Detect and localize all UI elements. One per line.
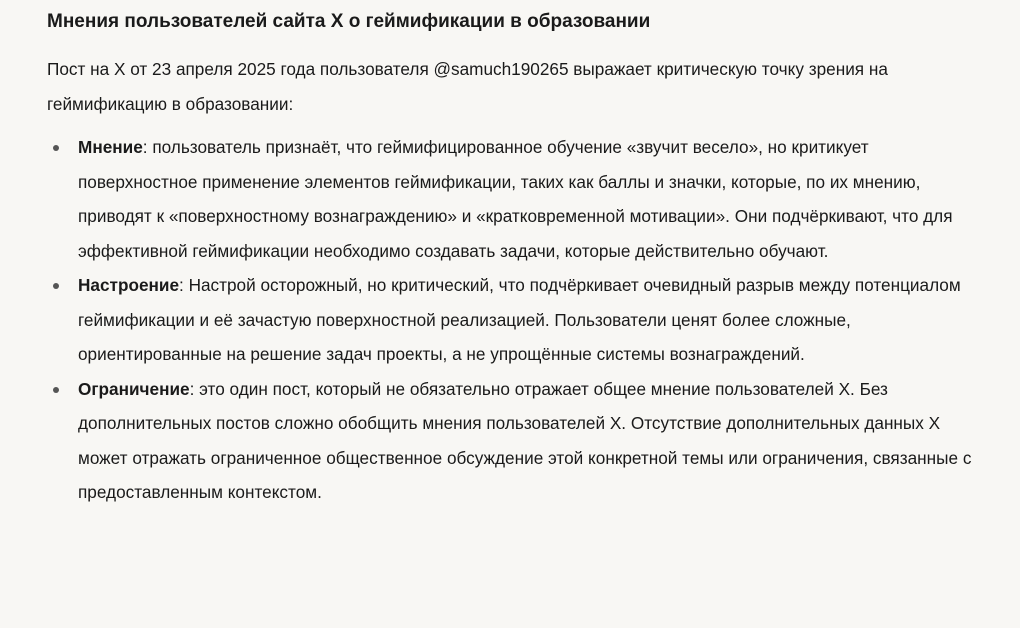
bullet-list — [47, 130, 977, 510]
item-term: Мнение — [78, 137, 143, 157]
item-text: : это один пост, который не обязательно отражает общее мнение пользователей X. Без дополнительных постов сложно обобщить мнения пользователей X. Отсутствие дополнительных данных X может отражать ограниченное общественное обсуждение этой конкретной темы или ограничения, связанные с предоставленным контекстом. — [78, 378, 972, 502]
bullet-dot-icon — [53, 283, 59, 289]
item-term: Ограничение — [78, 378, 190, 399]
bullet-dot-icon — [53, 387, 59, 393]
bullet-dot-icon — [53, 145, 59, 151]
item-text: : Настрой осторожный, но критический, что подчёркивает очевидный разрыв между потенциалом геймификации и её зачастую поверхностной реализацией. Пользователи ценят более сложные, ориентированные на решение задач проекты, а не упрощённые системы вознаграждений. — [78, 275, 961, 364]
page-title: Мнения пользователей сайта X о геймификации в образовании — [47, 11, 651, 32]
list-item-limitation — [47, 372, 977, 510]
item-text: : пользователь признаёт, что геймифицированное обучение «звучит весело», но критикует поверхностное применение элементов геймификации, таких как баллы и значки, которые, по их мнению, приводят к «поверхностному вознаграждению» и «кратковременной мотивации». Они подчёркивают, что для эффективной геймификации необходимо создавать задачи, которые действительно обучают. — [78, 137, 953, 261]
item-term: Настроение — [78, 275, 180, 295]
intro-paragraph: Пост на X от 23 апреля 2025 года пользователя @samuch190265 выражает критическую точку зрения на геймификацию в образовании: — [47, 59, 888, 114]
list-item-mood — [47, 268, 977, 372]
list-item-opinion — [47, 130, 977, 268]
